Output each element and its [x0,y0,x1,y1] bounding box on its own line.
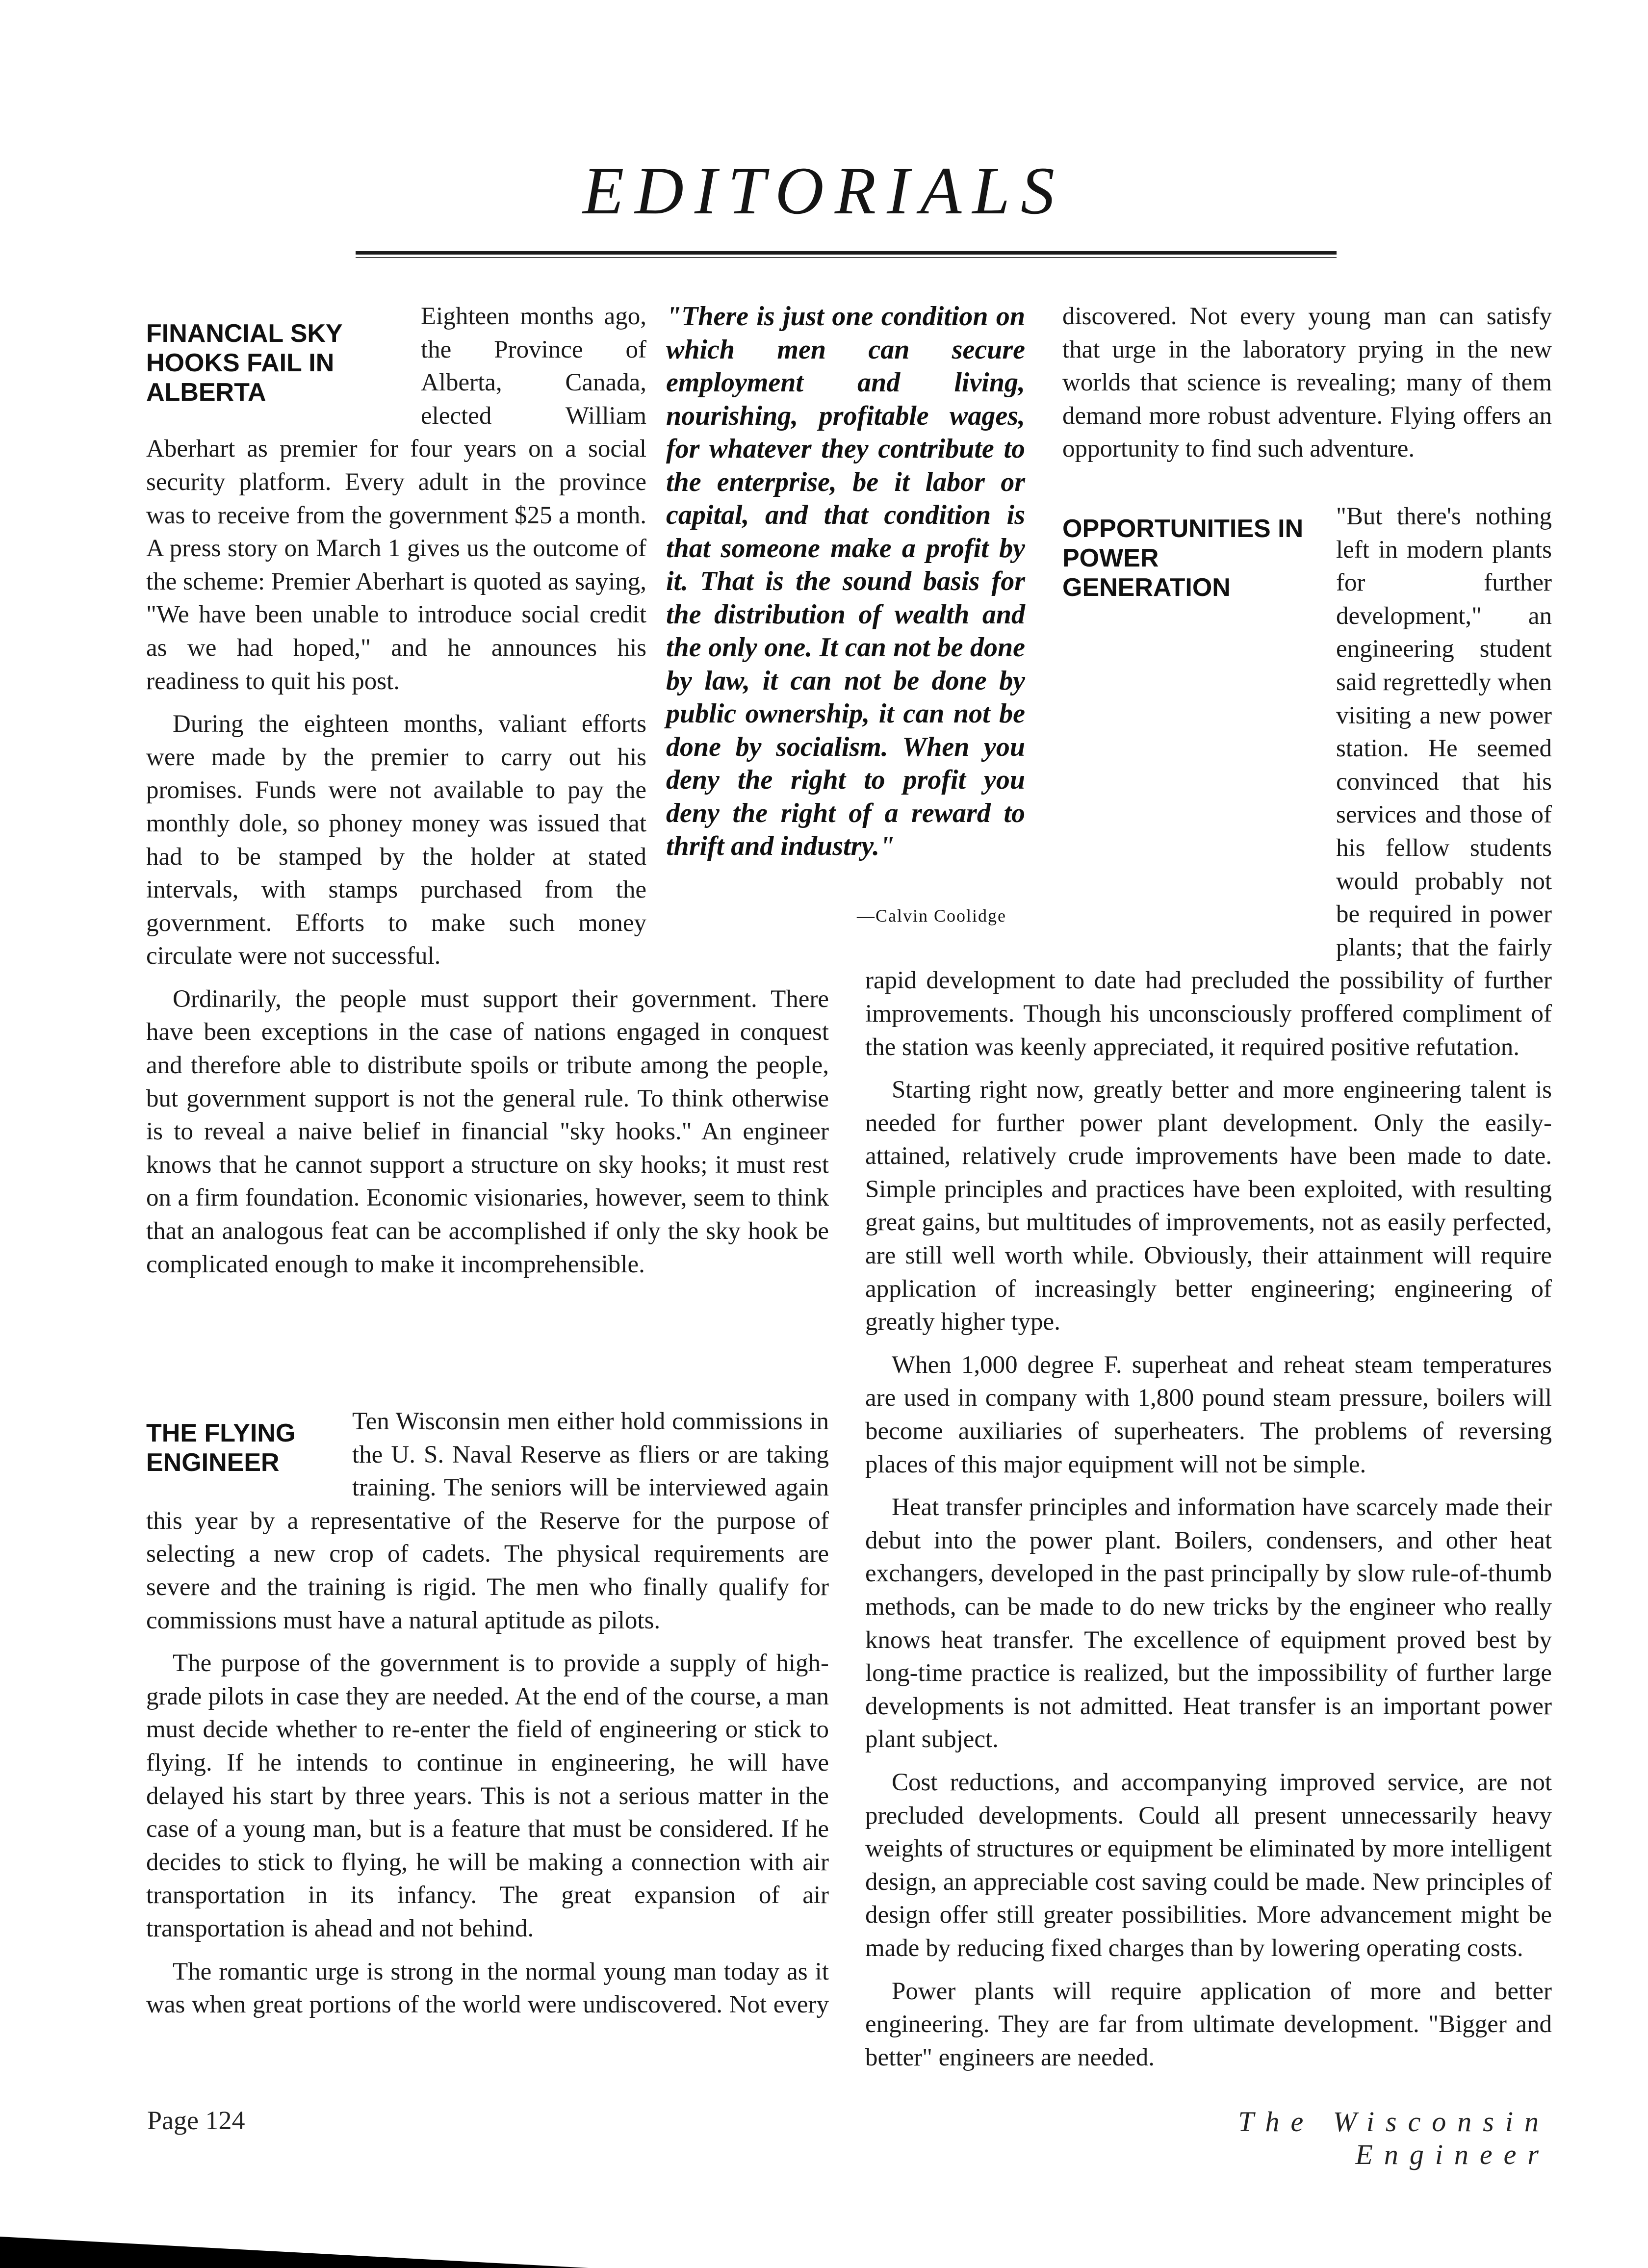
masthead-title: EDITORIALS [582,153,1066,228]
flying-paragraph-2: The purpose of the government is to provide a supply of high-grade pilots in case they are needed. At the end of the course, a man must decide whether to re-enter the field of engineering or stick to flying. If he intends to continue in engineering, he will have delayed his start by three years. This is not a serious matter in the case of a young man, but is a feature that must be considered. If he decides to stick to flying, he will be making a connection with air transportation in its infancy. The great expansion of air transportation is ahead and not behind. [146,1649,829,1942]
flying-paragraph-3: The romantic urge is strong in the normal young man today as it was when great portions of the world were undiscovered. Not every [146,1958,829,2019]
page-number: Page 124 [147,2106,245,2135]
quote-and-heading-spacer [865,500,1336,958]
masthead-rule [356,251,1337,255]
heading-float-spacer [146,1405,352,1503]
financial-paragraph-2: During the eighteen months, valiant efforts were made by the premier to carry out his promises. Funds were not available to pay the monthly dole, so phoney money was issued that had to be stamped by the holder at stated intervals, with stamps purchased from the government. Efforts to make such money circulate were not successful. [146,710,646,970]
article-power [865,500,1552,2074]
power-paragraph-2: Starting right now, greatly better and more engineering talent is needed for further power plant development. Only the easily-attained, relatively crude improvements have been made to date. Simple principles and practices have been exploited, with resulting great gains, but multitudes of improvements, not as easily perfected, are still well worth while. Obviously, their attainment will require application of increasingly better engineering; engineering of greatly higher type. [865,1076,1552,1336]
power-paragraph-3: When 1,000 degree F. superheat and reheat steam temperatures are used in company with 1,800 pound steam pressure, boilers will become auxiliaries of superheaters. The problems of reversing places of this major equipment will not be simple. [865,1351,1552,1478]
power-paragraph-1: "But there's nothing left in modern plants for further development," an engineering student said regrettedly when visiting a new power station. He seemed convinced that his services and those of his fellow students would probably not be required in power plants; that the fairly rapid development to date had precluded the possibility of further improvements. Though his unconsciously proffered compliment of the station was keenly appreciated, it required positive refutation. [865,503,1552,1061]
quote-text: "There is just one condition on which men can secure employment and living, nourishing, profitable wages, for whatever they contribute to the enterprise, be it labor or capital, and that condition is that someone make a profit by it. That is the sound basis for the distribution of wealth and the only one. It can not be done by law, it can not be done by public ownership, it can not be done by socialism. When you deny the right to profit you deny the right of a reward to thrift and industry." [666,301,1025,861]
flying-continuation [1062,300,1552,466]
power-paragraph-4: Heat transfer principles and information have scarcely made their debut into the power plant. Boilers, condensers, and other heat exchangers, developed in the past principally by slow rule-of-thumb methods, can be made to do new tricks by the engineer who really knows heat transfer. The excellence of equipment proved best by long-time practice is realized, but the impossibility of further large developments is not admitted. Heat transfer is an important power plant subject. [865,1494,1552,1753]
financial-paragraph-1: Eighteen months ago, the Province of Alberta, Canada, elected William Aberhart as premier for four years on a social security platform. Every adult in the province was to receive from the government $25 a month. A press story on March 1 gives us the outcome of the scheme: Premier Aberhart is quoted as saying, "We have been unable to introduce social credit as we had hoped," and he announces his readiness to quit his post. [146,303,646,695]
article-flying [146,1405,829,2024]
heading-flying: THE FLYING ENGINEER [146,1419,296,1477]
heading-power: OPPORTUNITIES IN POWER GENERATION [1062,515,1304,602]
publication-name: The Wisconsin Engineer [1238,2106,1550,2170]
power-paragraph-6: Power plants will require application of more and better engineering. They are far from ultimate development. "Bigger and better" engineers are needed. [865,1977,1552,2071]
flying-paragraph-1: Ten Wisconsin men either hold commissions in the U. S. Naval Reserve as fliers or are taking training. The seniors will be interviewed again this year by a representative of the Reserve for the purpose of selecting a new crop of cadets. The physical requirements are severe and the training is rigid. The men who finally qualify for commissions must have a natural aptitude as pilots. [146,1408,829,1634]
scan-edge-shadow [0,2237,589,2268]
financial-paragraph-3: Ordinarily, the people must support their government. There have been exceptions in the case of nations engaged in conquest and therefore able to distribute spoils or tribute among the people, but government support is not the general rule. To think otherwise is to reveal a naive belief in financial "sky hooks." An engineer knows that he cannot support a structure on sky hooks; it must rest on a firm foundation. Economic visionaries, however, seem to think that an analogous feat can be accomplished if only the sky hook be complicated enough to make it incomprehensible. [146,985,829,1278]
heading-float-spacer [146,300,421,405]
quote-attribution: —Calvin Coolidge [857,906,1006,926]
power-paragraph-5: Cost reductions, and accompanying improved service, are not precluded developments. Could all present unnecessarily heavy weights of structures or equipment be eliminated by more intelligent design, an appreciable cost saving could be made. New principles of design offer still greater possibilities. More advancement might be made by reducing fixed charges than by lowering operating costs. [865,1768,1552,1962]
heading-financial: FINANCIAL SKY HOOKS FAIL IN ALBERTA [146,319,342,407]
flying-paragraph-3-end: discovered. Not every young man can satisfy that urge in the laboratory prying in the new worlds that science is revealing; many of them demand more robust adventure. Flying offers an opportunity to find such adventure. [1062,303,1552,463]
masthead-rule-thin [356,257,1337,258]
